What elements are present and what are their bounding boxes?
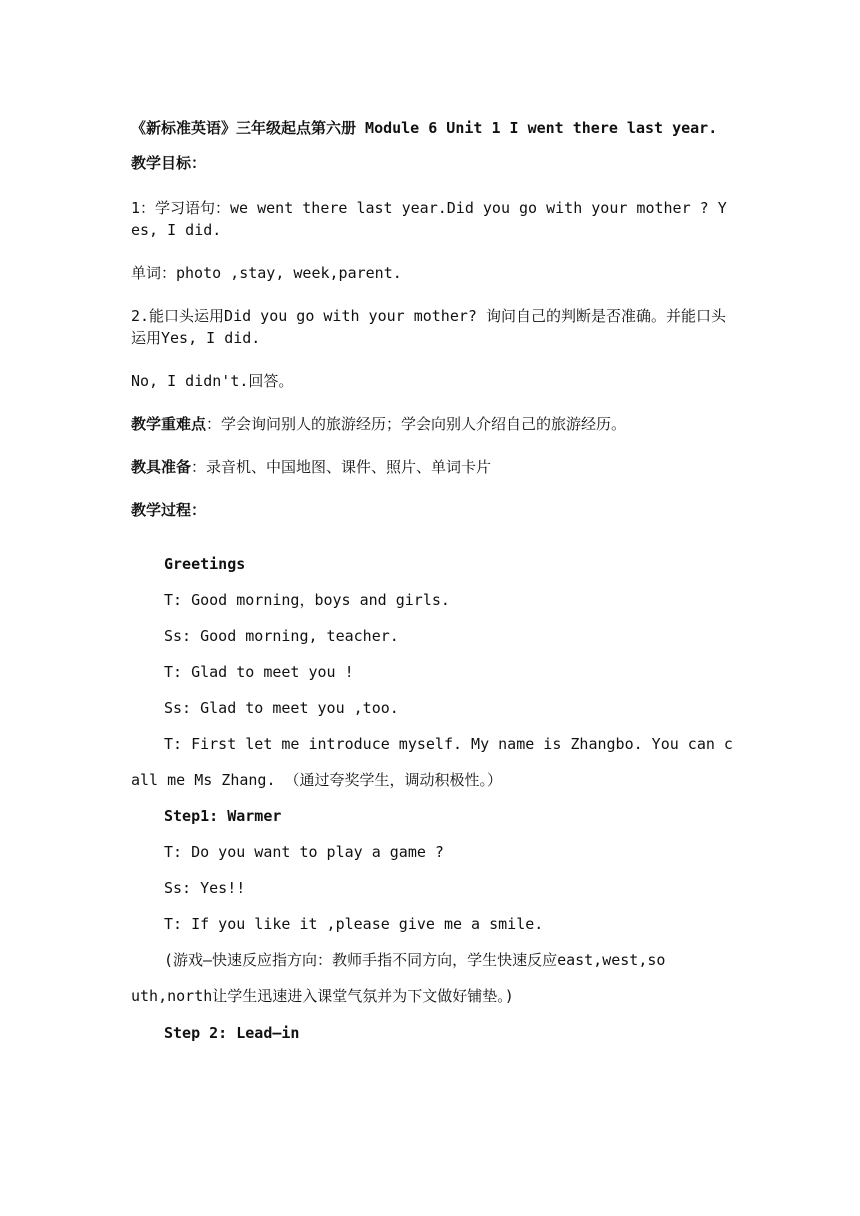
materials — [131, 456, 731, 478]
objective-1: 1：学习语句：we went there last year.Did you go with your mother ? Yes, I did. — [131, 199, 727, 239]
game-note-line-2: uth,north让学生迅速进入课堂气氛并为下文做好铺垫。) — [131, 987, 514, 1005]
step2-heading: Step 2: Lead—in — [164, 1024, 300, 1042]
objectives-heading: 教学目标： — [131, 154, 207, 172]
materials-label: 教具准备 — [131, 458, 192, 476]
intro-line-1: T: First let me introduce myself. My name is Zhangbo. You can c — [164, 735, 733, 753]
key-points-text: ：学会询问别人的旅游经历；学会向别人介绍自己的旅游经历。 — [206, 415, 627, 433]
vocabulary-line: 单词：photo ,stay, week,parent. — [131, 264, 402, 282]
document-title: 《新标准英语》三年级起点第六册 Module 6 Unit 1 I went there last year. — [131, 119, 718, 137]
game-note-line-1: (游戏—快速反应指方向：教师手指不同方向，学生快速反应east,west,so — [164, 951, 666, 969]
greetings-heading: Greetings — [164, 555, 246, 573]
step1-line: T: Do you want to play a game ? — [164, 843, 444, 861]
greeting-line: T: Glad to meet you ! — [164, 663, 354, 681]
process-heading: 教学过程： — [131, 501, 207, 519]
greeting-line: Ss: Glad to meet you ,too. — [164, 699, 399, 717]
key-points — [131, 413, 731, 435]
materials-text: ：录音机、中国地图、课件、照片、单词卡片 — [191, 458, 492, 476]
greeting-line: Ss: Good morning, teacher. — [164, 627, 399, 645]
key-points-label: 教学重难点 — [131, 415, 207, 433]
intro-line-2: all me Ms Zhang. （通过夸奖学生，调动积极性。） — [131, 771, 503, 789]
greeting-line: T: Good morning，boys and girls. — [164, 591, 450, 609]
step1-heading: Step1: Warmer — [164, 807, 282, 825]
step1-line: T: If you like it ,please give me a smile. — [164, 915, 544, 933]
step1-line: Ss: Yes!! — [164, 879, 246, 897]
objective-2: 2.能口头运用Did you go with your mother? 询问自己的判断是否准确。并能口头运用Yes, I did. — [131, 307, 726, 347]
objective-2-continued: No, I didn't.回答。 — [131, 372, 294, 390]
